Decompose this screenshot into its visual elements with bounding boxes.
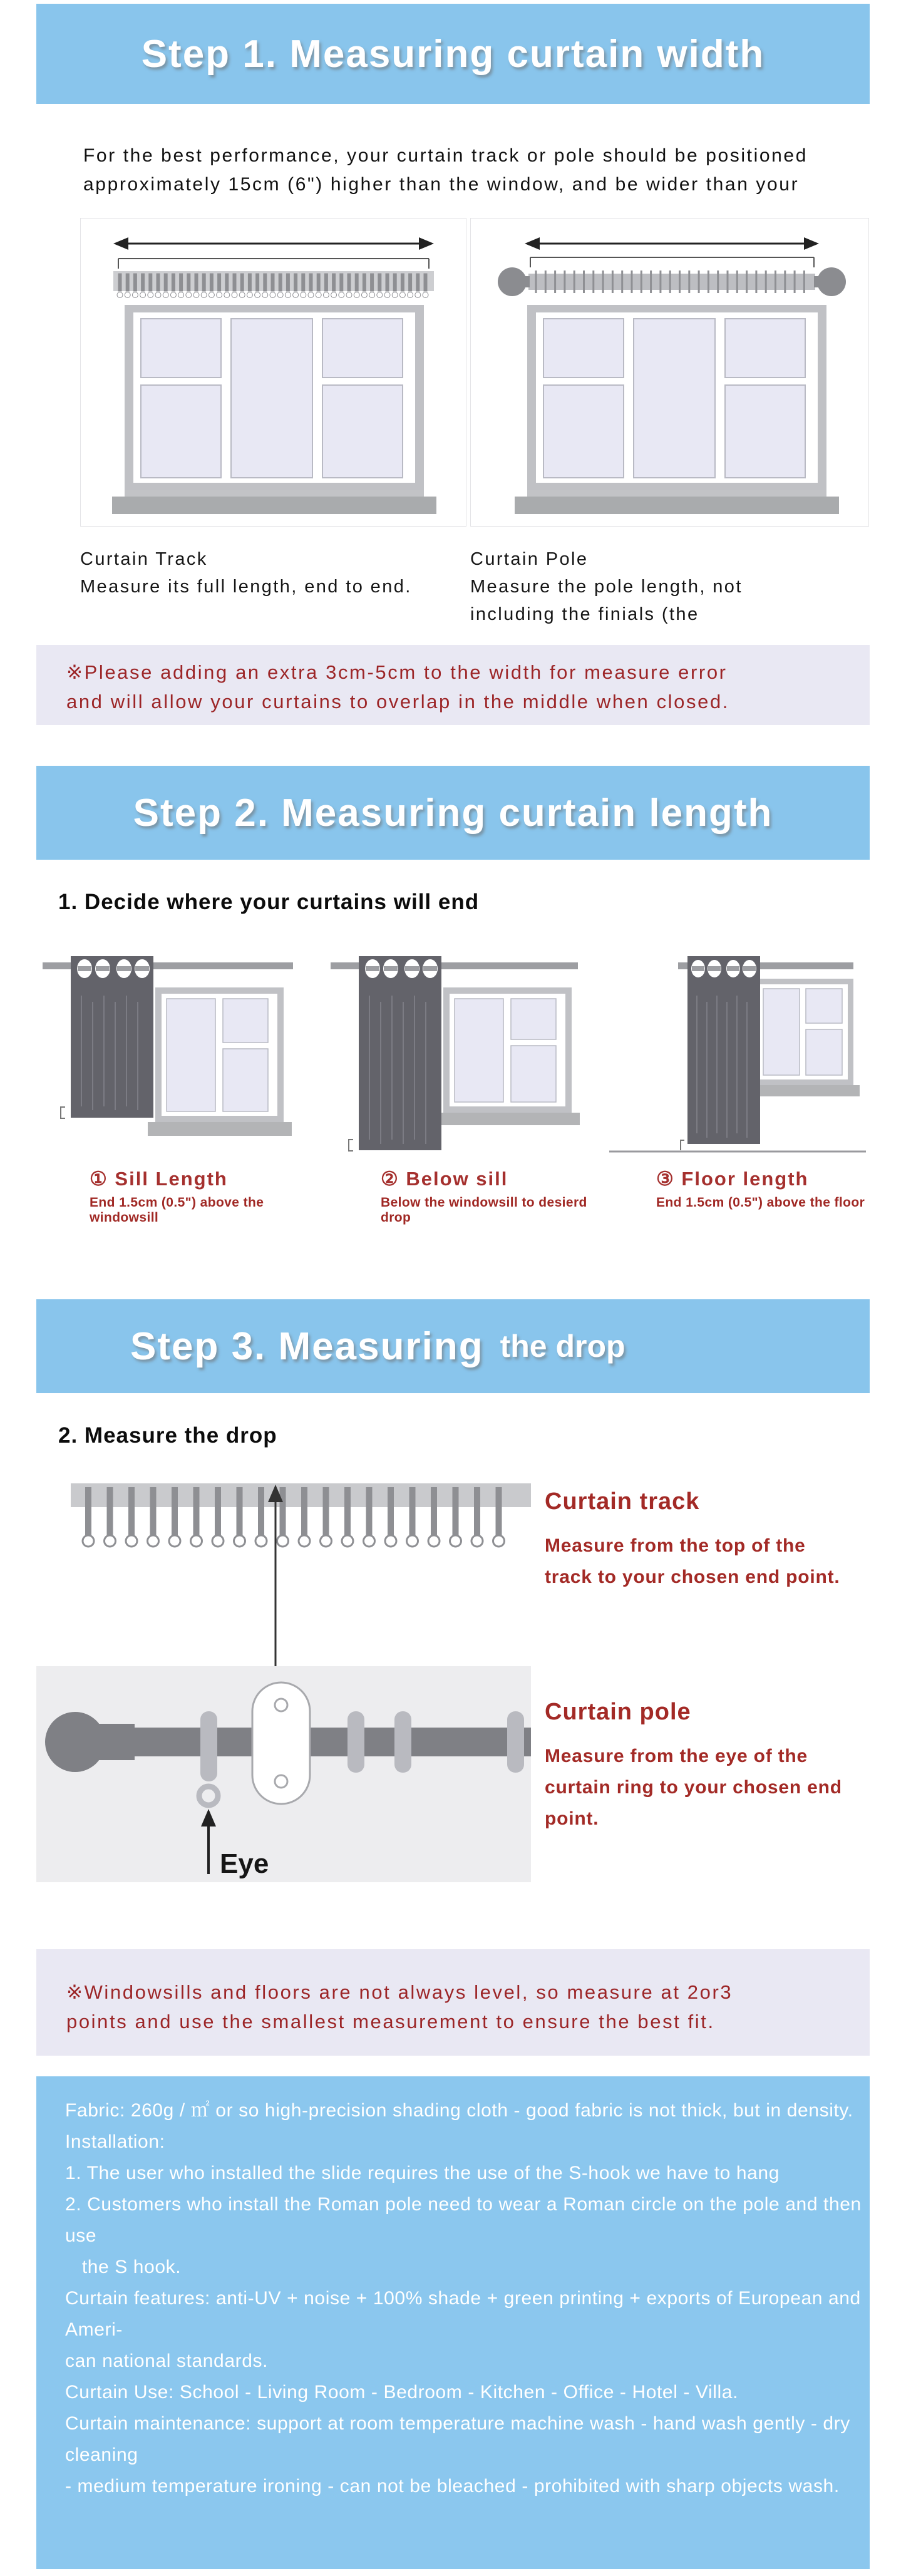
curtain-pole-instruction-line1: Measure from the eye of the (545, 1746, 808, 1766)
level-measure-note-line2: points and use the smallest measurement to ensure the best fit. (66, 2011, 715, 2032)
option-floor-length-label (603, 1168, 869, 1210)
curtain-pole-window-figure (470, 218, 869, 527)
info-maintenance-cont: - medium temperature ironing - can not be bleached - prohibited with sharp objects wash. (65, 2476, 840, 2496)
curtain-pole-instructions (545, 1741, 842, 1835)
curtain-pole-caption (470, 545, 869, 628)
info-fabric: Fabric: 260g / ㎡ or so high-precision shading cloth - good fabric is not thick, but in density. (65, 2100, 853, 2121)
curtain-pole-heading: Curtain pole (545, 1699, 691, 1725)
step1-intro-line1: For the best performance, your curtain track or pole should be positioned (83, 145, 808, 166)
window-with-track-illustration (81, 219, 466, 526)
info-installation-step1: 1. The user who installed the slide requires the use of the S-hook we have to hang (65, 2163, 780, 2183)
curtain-pole-eye-illustration (36, 1666, 537, 1882)
bottom-margin (0, 2569, 906, 2576)
curtain-track-caption-line1: Measure its full length, end to end. (80, 577, 412, 597)
curtain-pole-instruction-line3: point. (545, 1808, 599, 1829)
option-below-sill-desc: Below the windowsill to desierd drop (381, 1195, 587, 1225)
option-sill-length-title: ① Sill Length (90, 1168, 228, 1190)
width-measure-note (36, 645, 870, 725)
curtain-track-measure-text (537, 1478, 840, 1666)
info-maintenance: Curtain maintenance: support at room temperature machine wash - hand wash gently - dry cleaning (65, 2413, 856, 2465)
level-measure-note-line1: ※Windowsills and floors are not always level, so measure at 2or3 (66, 1981, 733, 2003)
curtain-track-drop-illustration (36, 1478, 537, 1666)
info-features: Curtain features: anti-UV + noise + 100% shade + green printing + exports of European and Ameri- (65, 2288, 866, 2340)
step1-title: Step 1. Measuring curtain width (141, 32, 765, 76)
curtain-pole-measure-row (36, 1666, 870, 1882)
curtain-track-instruction-line2: track to your chosen end point. (545, 1567, 840, 1587)
option-sill-length (36, 942, 327, 1225)
option-below-sill (327, 942, 603, 1225)
curtain-track-window-figure (80, 218, 466, 527)
option-below-sill-title: ② Below sill (381, 1168, 508, 1190)
curtain-track-instructions (545, 1530, 840, 1593)
step1-intro-paragraph (36, 142, 870, 199)
step2-subheading: 1. Decide where your curtains will end (58, 890, 480, 914)
info-installation-heading: Installation: (65, 2131, 165, 2152)
product-info-block (36, 2076, 870, 2569)
floor-length-illustration (603, 942, 869, 1158)
curtain-pole-instruction-line2: curtain ring to your chosen end (545, 1777, 842, 1798)
info-features-cont: can national standards. (65, 2351, 269, 2371)
info-installation-step2-cont: the S hook. (65, 2257, 182, 2277)
curtain-length-options (36, 942, 870, 1225)
step3-header-band (36, 1299, 870, 1393)
window-with-pole-illustration (471, 219, 868, 526)
step1-captions (80, 545, 870, 628)
step1-intro-line2: approximately 15cm (6") higher than the window, and be wider than your (83, 174, 800, 195)
curtain-pole-caption-line1: Measure the pole length, not (470, 577, 743, 597)
option-sill-length-label (36, 1168, 327, 1225)
option-floor-length-desc: End 1.5cm (0.5") above the floor (656, 1195, 865, 1210)
curtain-pole-caption-line2: including the finials (the (470, 604, 699, 624)
curtain-track-caption (80, 545, 466, 628)
info-installation-step2: 2. Customers who install the Roman pole need to wear a Roman circle on the pole and then use (65, 2194, 867, 2246)
step3-subheading: 2. Measure the drop (58, 1423, 277, 1448)
product-measuring-guide-page (0, 4, 906, 2576)
eye-label: Eye (220, 1848, 269, 1879)
width-measure-note-line2: and will allow your curtains to overlap in the middle when closed. (66, 691, 730, 713)
step1-diagrams (80, 218, 870, 528)
sill-length-illustration (36, 942, 318, 1158)
option-floor-length-title: ③ Floor length (656, 1168, 809, 1190)
option-floor-length (603, 942, 869, 1225)
level-measure-note (36, 1949, 870, 2056)
option-sill-length-desc: End 1.5cm (0.5") above the windowsill (90, 1195, 264, 1225)
step2-header-band (36, 766, 870, 860)
curtain-track-measure-row (36, 1478, 870, 1666)
step1-header-band (36, 4, 870, 104)
curtain-pole-measure-text (537, 1666, 842, 1882)
step3-title-main: Step 3. Measuring (130, 1324, 484, 1368)
curtain-track-instruction-line1: Measure from the top of the (545, 1535, 806, 1556)
option-below-sill-label (327, 1168, 603, 1225)
step3-title-sub: the drop (500, 1329, 625, 1364)
step2-title: Step 2. Measuring curtain length (133, 791, 773, 835)
below-sill-illustration (327, 942, 603, 1158)
curtain-track-heading: Curtain track (545, 1488, 700, 1515)
info-use: Curtain Use: School - Living Room - Bedroom - Kitchen - Office - Hotel - Villa. (65, 2382, 739, 2403)
curtain-track-caption-title: Curtain Track (80, 549, 208, 569)
curtain-pole-caption-title: Curtain Pole (470, 549, 589, 569)
width-measure-note-line1: ※Please adding an extra 3cm-5cm to the width for measure error (66, 661, 728, 683)
